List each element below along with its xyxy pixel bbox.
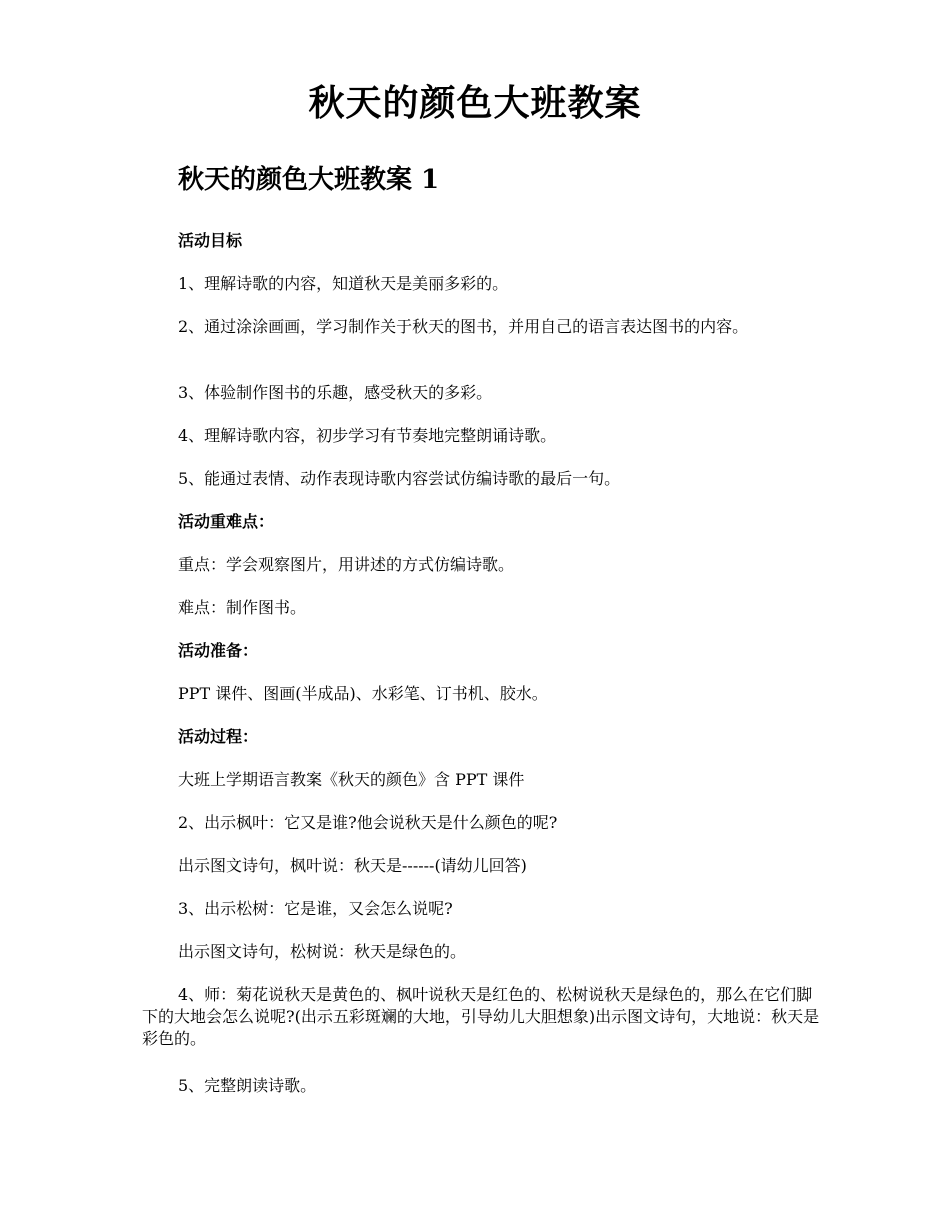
process-item-1: 大班上学期语言教案《秋天的颜色》含 PPT 课件 <box>178 770 525 789</box>
document-title: 秋天的颜色大班教案 <box>308 82 642 124</box>
process-item-2: 2、出示枫叶：它又是谁?他会说秋天是什么颜色的呢? <box>178 813 558 832</box>
goal-item-1: 1、理解诗歌的内容，知道秋天是美丽多彩的。 <box>178 274 509 293</box>
heading-process: 活动过程： <box>178 727 259 746</box>
goal-item-4: 4、理解诗歌内容，初步学习有节奏地完整朗诵诗歌。 <box>178 426 557 445</box>
section-heading: 秋天的颜色大班教案 1 <box>178 165 440 195</box>
heading-activity-goals: 活动目标 <box>178 231 243 250</box>
goal-item-5: 5、能通过表情、动作表现诗歌内容尝试仿编诗歌的最后一句。 <box>178 469 621 488</box>
goal-item-2: 2、通过涂涂画画，学习制作关于秋天的图书，并用自己的语言表达图书的内容。 <box>178 317 749 336</box>
process-item-3-poem: 出示图文诗句，松树说：秋天是绿色的。 <box>178 942 467 961</box>
process-item-4: 4、师：菊花说秋天是黄色的、枫叶说秋天是红色的、松树说秋天是绿色的，那么在它们脚下的大地会怎么说呢?(出示五彩斑斓的大地，引导幼儿大胆想象)出示图文诗句，大地说：秋天是彩色的。 <box>142 985 820 1048</box>
difficult-point: 难点：制作图书。 <box>178 598 307 617</box>
key-point: 重点：学会观察图片，用讲述的方式仿编诗歌。 <box>178 555 515 574</box>
heading-key-points: 活动重难点： <box>178 512 275 531</box>
process-item-3: 3、出示松树：它是谁，又会怎么说呢? <box>178 899 453 918</box>
process-item-2-poem: 出示图文诗句，枫叶说：秋天是------(请幼儿回答) <box>178 856 527 875</box>
process-item-5: 5、完整朗读诗歌。 <box>178 1076 317 1095</box>
heading-preparation: 活动准备： <box>178 641 259 660</box>
preparation-materials: PPT 课件、图画(半成品)、水彩笔、订书机、胶水。 <box>178 684 548 703</box>
goal-item-3: 3、体验制作图书的乐趣，感受秋天的多彩。 <box>178 383 493 402</box>
